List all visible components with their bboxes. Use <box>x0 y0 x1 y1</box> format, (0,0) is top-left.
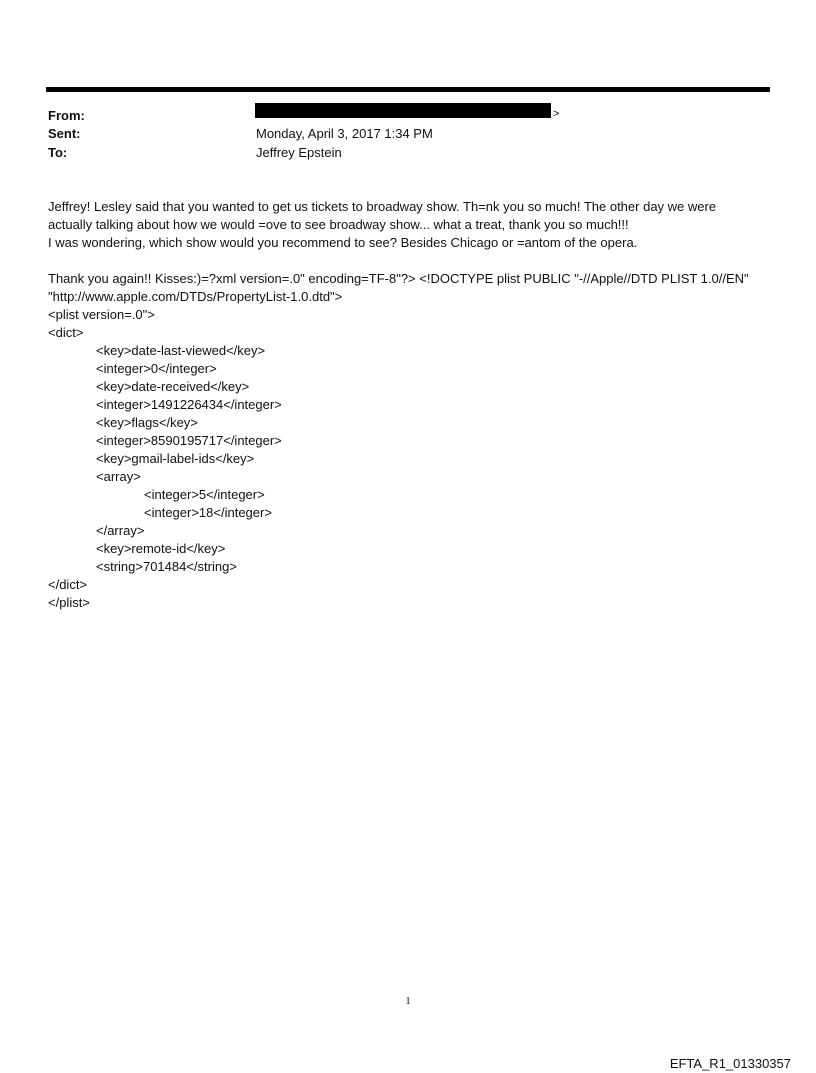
plist-line: <integer>8590195717</integer> <box>96 433 282 448</box>
plist-line: </plist> <box>48 595 90 610</box>
body-line: Jeffrey! Lesley said that you wanted to get us tickets to broadway show. Th=nk you so much! The other day we were <box>48 199 717 214</box>
body-line: I was wondering, which show would you recommend to see? Besides Chicago or =antom of the opera. <box>48 235 638 250</box>
body-line: Thank you again!! Kisses:)=?xml version=.0" encoding=TF-8"?> <!DOCTYPE plist PUBLIC "-//Apple//DTD PLIST 1.0//EN" <box>48 271 749 286</box>
plist-array-line: <integer>18</integer> <box>144 505 272 520</box>
redacted-sender <box>255 103 551 118</box>
plist-line: </dict> <box>48 577 88 592</box>
message-paragraph-2 <box>48 270 768 612</box>
plist-line: <key>gmail-label-ids</key> <box>96 451 255 466</box>
to-label: To: <box>48 145 68 160</box>
sent-value: Monday, April 3, 2017 1:34 PM <box>256 126 433 141</box>
plist-line: </array> <box>96 523 145 538</box>
message-paragraph-1 <box>48 198 768 252</box>
plist-line: <key>remote-id</key> <box>96 541 226 556</box>
header-rule <box>46 87 770 92</box>
body-line: "http://www.apple.com/DTDs/PropertyList-1.0.dtd"> <box>48 289 343 304</box>
body-line: <dict> <box>48 325 84 340</box>
plist-line: <key>date-received</key> <box>96 379 250 394</box>
body-line: actually talking about how we would =ove to see broadway show... what a treat, thank you so much!!! <box>48 217 629 232</box>
bates-number: EFTA_R1_01330357 <box>669 1056 791 1071</box>
sent-label: Sent: <box>48 126 81 141</box>
plist-line: <key>flags</key> <box>96 415 198 430</box>
plist-array-line: <integer>5</integer> <box>144 487 265 502</box>
from-value-suffix: > <box>553 108 560 120</box>
plist-line: <key>date-last-viewed</key> <box>96 343 266 358</box>
plist-line: <array> <box>96 469 141 484</box>
plist-line: <integer>1491226434</integer> <box>96 397 282 412</box>
to-value: Jeffrey Epstein <box>256 145 342 160</box>
plist-line: <integer>0</integer> <box>96 361 217 376</box>
from-label: From: <box>48 108 85 123</box>
plist-line: <string>701484</string> <box>96 559 237 574</box>
body-line: <plist version=.0"> <box>48 307 155 322</box>
page-number: 1 <box>405 995 411 1007</box>
